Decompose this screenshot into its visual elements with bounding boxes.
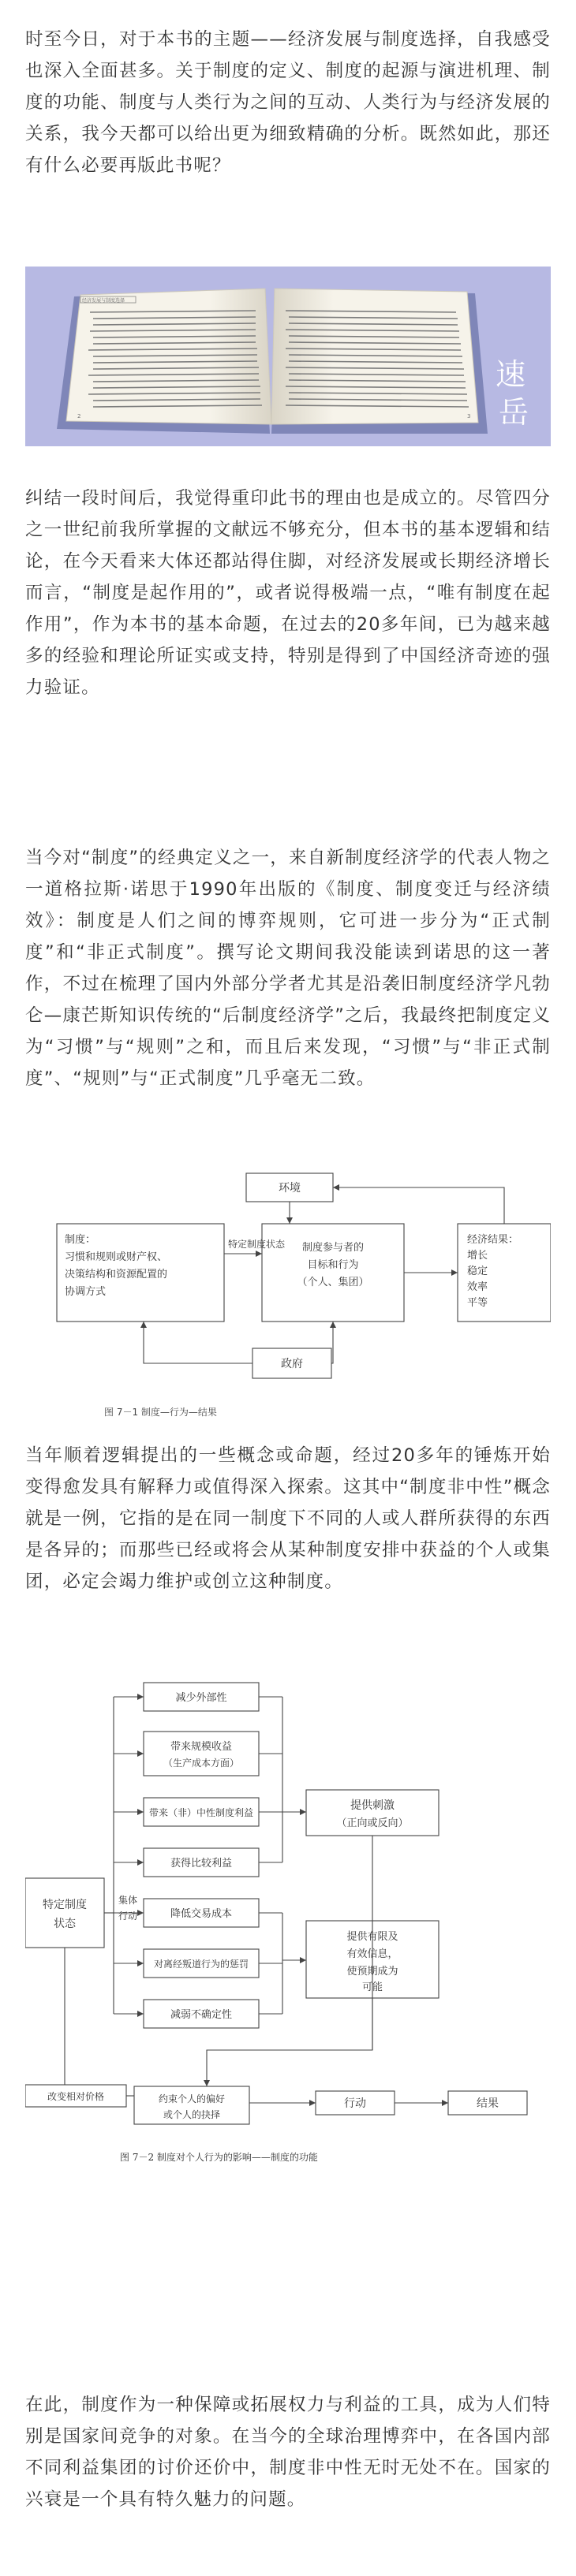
function-reduce-transaction-cost: 降低交易成本 (170, 1908, 233, 1920)
actor-line-3: （个人、集团） (297, 1277, 369, 1288)
institution-line-3: 决策结构和资源配置的 (65, 1269, 168, 1281)
constrain-preference-line-1: 约束个人的偏好 (158, 2093, 226, 2104)
figure-7-1 (25, 1150, 551, 1418)
paragraph-3: 当今对“制度”的经典定义之一，来自新制度经济学的代表人物之一道格拉斯·诺思于1990年出版的《制度、制度变迁与经济绩效》：制度是人们之间的博弈规则，它可进一步分为“正式制度”和“非正式制度”。撰写论文期间我没能读到诺思的这一著作，不过在梳理了国内外部分学者尤其是沿袭旧制度经济学凡勃仑—康芒斯知识传统的“后制度经济学”之后，我最终把制度定义为“习惯”与“规则”之和，而且后来发现，“习惯”与“非正式制度”、“规则”与“正式制度”几乎毫无二致。 (25, 848, 551, 1089)
provide-info-line-2: 有效信息， (346, 1948, 398, 1960)
right-page-number: 3 (467, 413, 471, 419)
collective-action-label-1: 集体 (118, 1895, 138, 1906)
watermark-char-2: 岳 (499, 395, 529, 430)
environment-label: 环境 (279, 1182, 301, 1195)
paragraph-2: 纠结一段时间后，我觉得重印此书的理由也是成立的。尽管四分之一世纪前我所掌握的文献远不够充分，但本书的基本逻辑和结论，在今天看来大体还都站得住脚，对经济发展或长期经济增长而言，“制度是起作用的”，或者说得极端一点，“唯有制度在起作用”，作为本书的基本命题，在过去的20多年间，已为越来越多的经验和理论所证实或支持，特别是得到了中国经济奇迹的强力验证。 (25, 488, 551, 698)
watermark-char-1: 速 (496, 357, 526, 392)
constrain-preference-line-2: 或个人的抉择 (163, 2109, 221, 2120)
figure-7-2-caption: 图 7－2 制度对个人行为的影响——制度的功能 (120, 2152, 318, 2163)
provide-incentive-note: （正向或反向） (336, 1817, 409, 1829)
result-label: 结果 (477, 2097, 499, 2110)
function-reduce-externality: 减少外部性 (175, 1692, 227, 1704)
result-line-3: 稳定 (467, 1266, 488, 1277)
specific-institution-label-1: 特定制度 (43, 1899, 87, 1911)
provide-info-line-4: 可能 (361, 1981, 383, 1993)
collective-action-label-2: 行动 (118, 1911, 138, 1922)
institution-line-1: 制度： (65, 1234, 96, 1246)
actor-line-2: 目标和行为 (307, 1259, 359, 1271)
figure-7-2 (25, 1656, 551, 2192)
left-page-number: 2 (77, 413, 81, 419)
paragraph-5: 在此，制度作为一种保障或拓展权力与利益的工具，成为人们特别是国家间竞争的对象。在当今的全球治理博弈中，在各国内部不同利益集团的讨价还价中，制度非中性无时无处不在。国家的兴衰是一个具有特久魅力的问题。 (25, 2395, 551, 2510)
function-comparative-benefit: 获得比较利益 (170, 1858, 233, 1870)
result-line-4: 效率 (467, 1281, 488, 1293)
figure-7-1-caption: 图 7－1 制度—行为—结果 (104, 1407, 217, 1418)
action-label: 行动 (344, 2097, 366, 2110)
book-header-label: 经济发展与制度选择 (82, 298, 125, 304)
book-photo (25, 267, 551, 446)
provide-incentive-label: 提供刺激 (350, 1799, 395, 1812)
paragraph-4: 当年顺着逻辑提出的一些概念或命题，经过20多年的锤炼开始变得愈发具有解释力或值得深入探索。这其中“制度非中性”概念就是一例，它指的是在同一制度下不同的人或人群所获得的东西是各异的；而那些已经或将会从某种制度安排中获益的个人或集团，必定会竭力维护或创立这种制度。 (25, 1445, 551, 1592)
result-line-5: 平等 (467, 1297, 488, 1309)
function-scale-returns: 带来规模收益 (170, 1741, 233, 1753)
paragraph-1: 时至今日，对于本书的主题——经济发展与制度选择，自我感受也深入全面甚多。关于制度的定义、制度的起源与演进机理、制度的功能、制度与人类行为之间的互动、人类行为与经济发展的关系，我今天都可以给出更为细致精确的分析。既然如此，那还有什么必要再版此书呢？ (25, 29, 551, 176)
result-line-1: 经济结果： (467, 1234, 519, 1246)
function-scale-returns-note: （生产成本方面） (163, 1758, 240, 1769)
actor-line-1: 制度参与者的 (301, 1242, 365, 1254)
government-label: 政府 (281, 1358, 303, 1370)
specific-institution-label-2: 状态 (54, 1918, 76, 1930)
function-reduce-uncertainty: 减弱不确定性 (170, 2009, 233, 2021)
institution-line-4: 协调方式 (65, 1286, 107, 1298)
change-relative-price-label: 改变相对价格 (47, 2091, 105, 2102)
institution-state-label: 特定制度状态 (228, 1239, 286, 1250)
provide-info-line-3: 使预期成为 (346, 1966, 398, 1978)
provide-info-line-1: 提供有限及 (346, 1931, 398, 1943)
open-book-illustration (25, 267, 551, 446)
function-neutral-benefit: 带来（非）中性制度利益 (148, 1807, 254, 1818)
institution-line-2: 习惯和规则或财产权、 (65, 1251, 168, 1263)
function-punish-deviance: 对离经叛道行为的惩罚 (153, 1959, 249, 1970)
result-line-2: 增长 (467, 1250, 488, 1262)
